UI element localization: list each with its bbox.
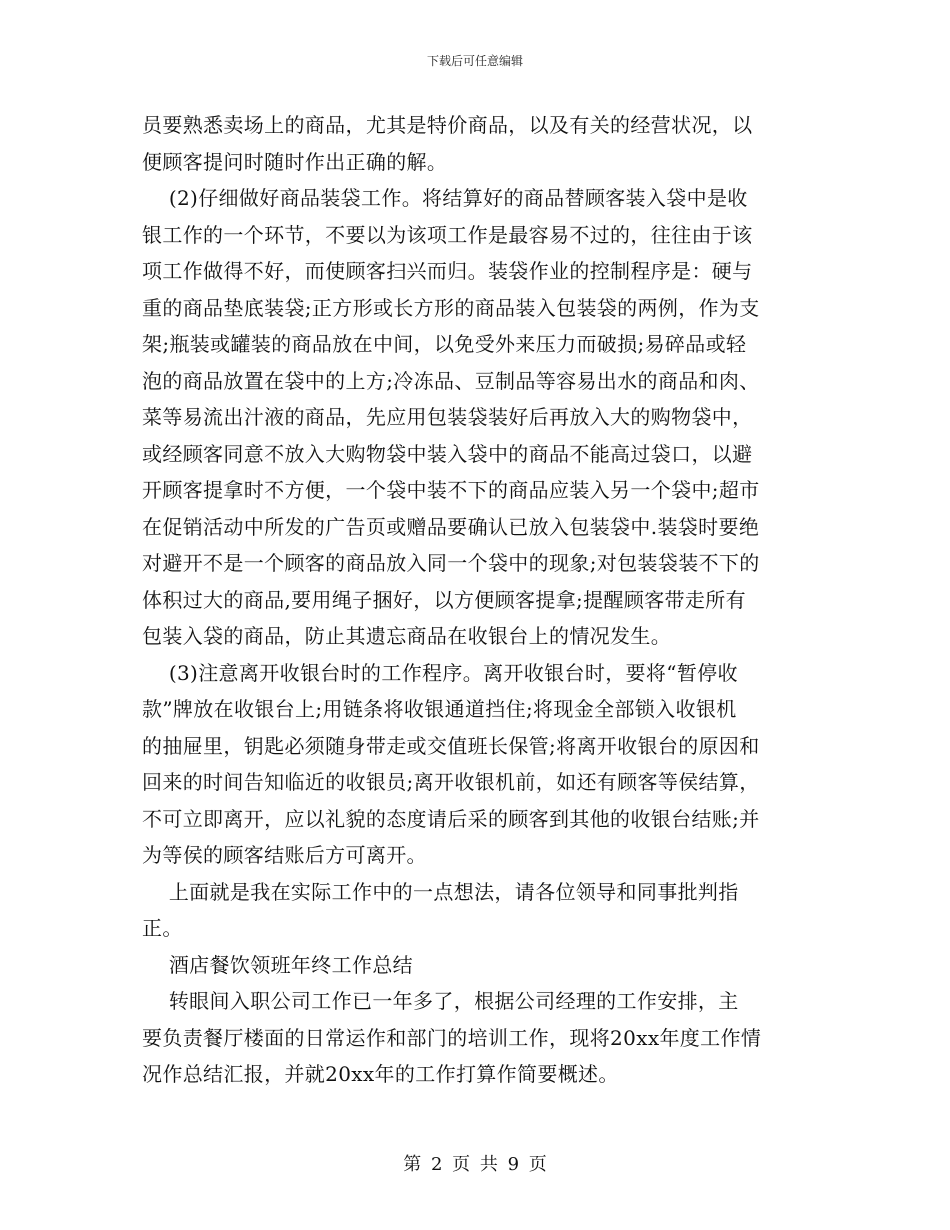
- text-line: 员要熟悉卖场上的商品，尤其是特价商品，以及有关的经营状况，以: [142, 113, 753, 137]
- text-line: 不可立即离开，应以礼貌的态度请后采的顾客到其他的收银台结账;并: [142, 806, 760, 831]
- text-line: 菜等易流出汁液的商品，先应用包装袋装好后再放入大的购物袋中，: [142, 405, 753, 429]
- text-line: 泡的商品放置在袋中的上方;冷冻品、豆制品等容易出水的商品和肉、: [142, 368, 760, 393]
- text-line: 款”牌放在收银台上;用链条将收银通道挡住;将现金全部锁入收银机: [142, 697, 737, 721]
- text-line: 要负责餐厅楼面的日常运作和部门的培训工作，现将20xx年度工作情: [142, 1025, 762, 1050]
- text-line: 的抽屉里，钥匙必须随身带走或交值班长保管;将离开收银台的原因和: [142, 733, 760, 758]
- text-line: 况作总结汇报，并就20xx年的工作打算作简要概述。: [142, 1062, 619, 1086]
- text-line: 重的商品垫底装袋;正方形或长方形的商品装入包装袋的两例，作为支: [142, 295, 760, 320]
- text-line: 架;瓶装或罐装的商品放在中间，以免受外来压力而破损;易碎品或轻: [142, 332, 747, 356]
- text-line: 正。: [142, 916, 183, 940]
- text-line: 在促销活动中所发的广告页或赠品要确认已放入包装袋中.装袋时要绝: [142, 514, 760, 539]
- text-line: (2)仔细做好商品装袋工作。将结算好的商品替顾客装入袋中是收: [142, 186, 748, 210]
- text-line: 银工作的一个环节，不要以为该项工作是最容易不过的，往往由于该: [142, 222, 753, 247]
- page-header: 下载后可任意编辑: [426, 54, 523, 68]
- text-line: 回来的时间告知临近的收银员;离开收银机前，如还有顾客等侯结算，: [142, 770, 760, 794]
- text-line: 便顾客提问时随时作出正确的解。: [142, 149, 448, 174]
- text-line: 项工作做得不好，而使顾客扫兴而归。装袋作业的控制程序是：硬与: [142, 259, 753, 283]
- text-line: 包装入袋的商品，防止其遗忘商品在收银台上的情况发生。: [142, 624, 672, 648]
- text-line: 转眼间入职公司工作已一年多了，根据公司经理的工作安排，主: [142, 989, 739, 1013]
- page-number: 第 2 页 共 9 页: [403, 1154, 547, 1175]
- text-line: 开顾客提拿时不方便，一个袋中装不下的商品应装入另一个袋中;超市: [142, 478, 760, 502]
- text-line: 上面就是我在实际工作中的一点想法，请各位领导和同事批判指: [142, 879, 739, 904]
- section-title: 酒店餐饮领班年终工作总结: [142, 952, 414, 977]
- text-line: 体积过大的商品,要用绳子捆好，以方便顾客提拿;提醒顾客带走所有: [142, 587, 746, 612]
- body-text: [142, 107, 809, 1093]
- text-line: 或经顾客同意不放入大购物袋中装入袋中的商品不能高过袋口，以避: [142, 441, 753, 466]
- text-line: 为等侯的顾客结账后方可离开。: [142, 843, 427, 867]
- text-line: 对避开不是一个顾客的商品放入同一个袋中的现象;对包装袋装不下的: [142, 551, 760, 575]
- text-line: (3)注意离开收银台时的工作程序。离开收银台时，要将“暂停收: [142, 660, 738, 685]
